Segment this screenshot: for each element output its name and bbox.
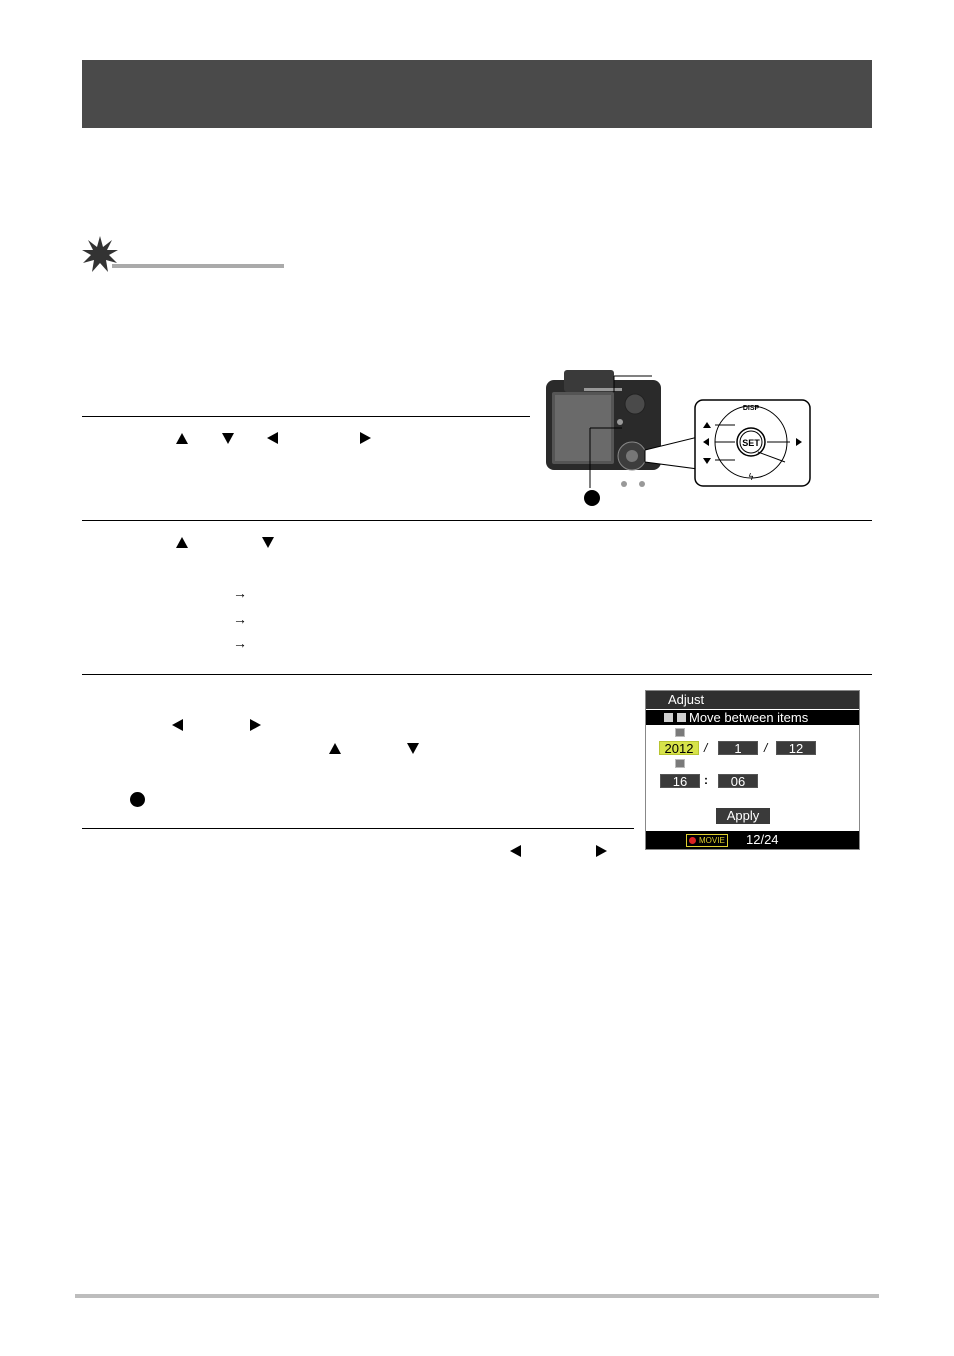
- camera-lcd-screen: [645, 690, 860, 850]
- lcd-nav-bar: [646, 710, 859, 725]
- date-separator: /: [704, 741, 708, 755]
- down-arrow-icon: [262, 537, 274, 548]
- left-arrow-icon: [172, 719, 183, 731]
- right-arrow-icon: [250, 719, 261, 731]
- step-1-rule: [82, 416, 530, 417]
- minute-field[interactable]: 06: [718, 774, 758, 788]
- time-separator: :: [704, 773, 708, 787]
- step-2-rule: [82, 520, 872, 521]
- step-3-rule: [82, 674, 872, 675]
- right-key-icon: [677, 713, 686, 722]
- section-header-bar: [82, 60, 872, 128]
- month-field[interactable]: 1: [718, 741, 758, 755]
- important-rule: [112, 264, 284, 268]
- record-icon: [689, 837, 696, 844]
- date-separator: /: [764, 741, 768, 755]
- lcd-status-bar: [646, 831, 859, 849]
- disp-label: DISP: [742, 405, 760, 412]
- set-button-dot-icon: [130, 792, 145, 807]
- year-field[interactable]: 2012: [659, 741, 699, 755]
- up-arrow-icon: [176, 433, 188, 444]
- day-field[interactable]: 12: [776, 741, 816, 755]
- right-arrow-icon: [596, 845, 607, 857]
- lcd-nav-label: Move between items: [689, 710, 809, 725]
- right-pointing-arrow-icon: →: [233, 635, 247, 651]
- right-arrow-icon: [360, 432, 371, 444]
- movie-indicator: [686, 834, 728, 847]
- left-arrow-icon: [510, 845, 521, 857]
- set-button-label: SET: [742, 438, 760, 448]
- right-pointing-arrow-icon: →: [233, 611, 247, 627]
- left-key-icon: [664, 713, 673, 722]
- step-4-rule: [82, 828, 634, 829]
- hour-field[interactable]: 16: [660, 774, 700, 788]
- svg-text:ϟ: ϟ: [748, 473, 754, 483]
- camera-diagram: [540, 362, 815, 510]
- down-key-icon: [675, 759, 685, 768]
- up-arrow-icon: [176, 537, 188, 548]
- lcd-title: Adjust: [646, 691, 859, 709]
- left-arrow-icon: [267, 432, 278, 444]
- right-pointing-arrow-icon: →: [233, 585, 247, 601]
- down-arrow-icon: [407, 743, 419, 754]
- up-key-icon: [675, 728, 685, 737]
- up-arrow-icon: [329, 743, 341, 754]
- movie-label: MOVIE: [699, 836, 725, 845]
- apply-button[interactable]: Apply: [716, 808, 770, 824]
- time-display: 12/24: [746, 832, 779, 847]
- footer-rule: [75, 1294, 879, 1298]
- down-arrow-icon: [222, 433, 234, 444]
